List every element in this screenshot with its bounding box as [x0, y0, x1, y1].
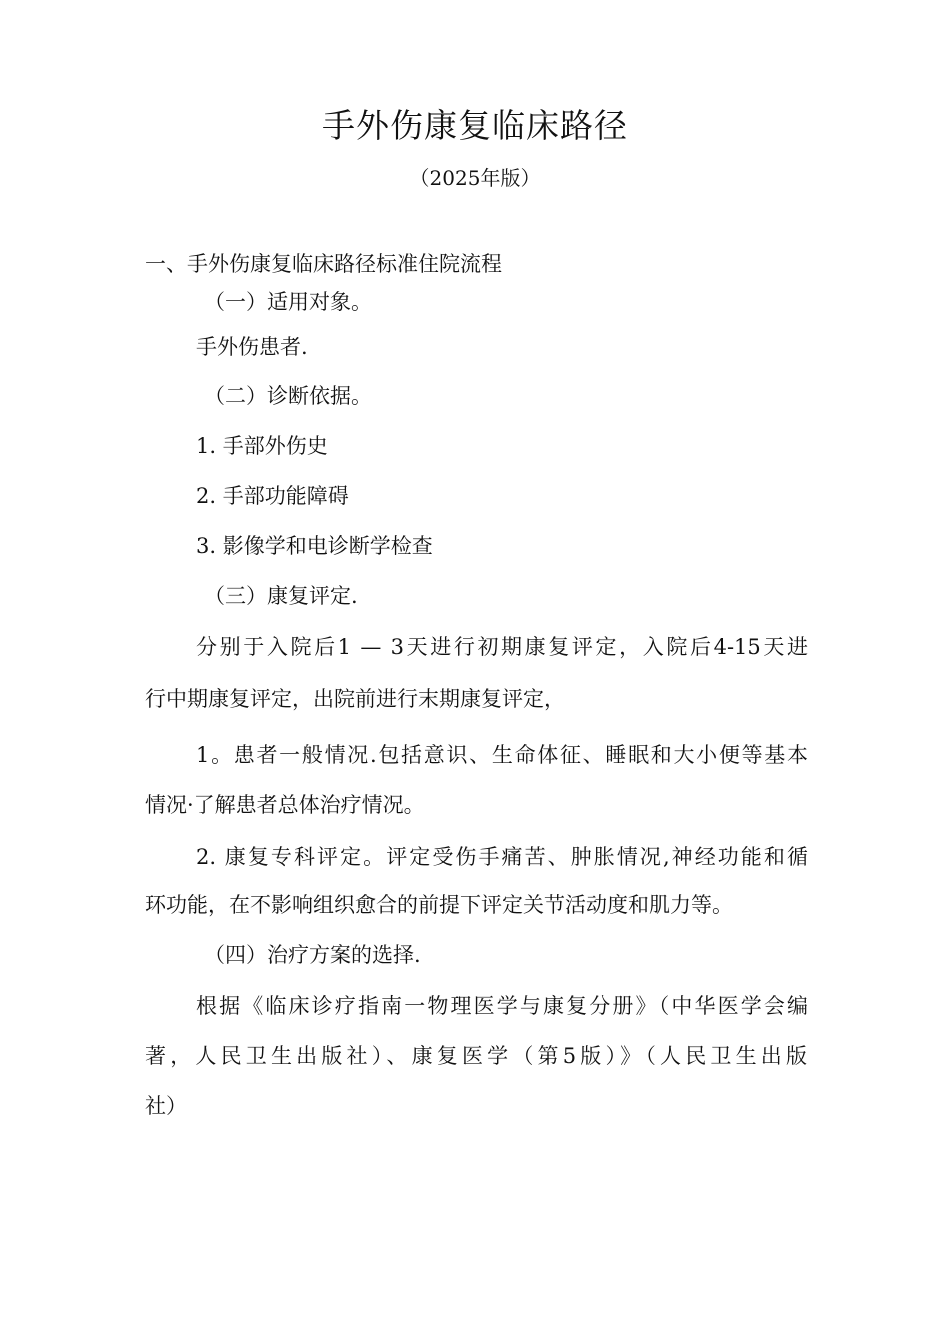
diagnosis-item: 3. 影像学和电诊断学检查 — [196, 534, 433, 558]
document-title: 手外伤康复临床路径 — [322, 106, 628, 145]
diagnosis-item: 2. 手部功能障碍 — [196, 484, 349, 508]
evaluation-intro-line: 行中期康复评定，出院前进行末期康复评定， — [145, 687, 565, 711]
subsection-heading-evaluation: （三）康复评定. — [204, 584, 358, 608]
treatment-line: 根据《临床诊疗指南一物理医学与康复分册》（中华医学会编 — [196, 994, 808, 1018]
evaluation-item-line: 2. 康复专科评定。评定受伤手痛苦、肿胀情况,神经功能和循 — [196, 845, 808, 869]
document-edition: （2025年版） — [409, 166, 541, 190]
section-heading: 一、手外伤康复临床路径标准住院流程 — [145, 252, 502, 276]
subsection-heading-treatment: （四）治疗方案的选择. — [204, 943, 421, 967]
evaluation-intro-line: 分别于入院后1 — 3天进行初期康复评定，入院后4-15天进 — [196, 635, 808, 659]
subsection-heading-applicable: （一）适用对象。 — [204, 290, 372, 314]
evaluation-item-line: 环功能，在不影响组织愈合的前提下评定关节活动度和肌力等。 — [145, 893, 733, 917]
treatment-line: 著，人民卫生出版社）、康复医学（第5版）》（人民卫生出版 — [145, 1044, 807, 1068]
treatment-line: 社） — [145, 1094, 187, 1118]
subsection-heading-diagnosis: （二）诊断依据。 — [204, 384, 372, 408]
diagnosis-item: 1. 手部外伤史 — [196, 434, 328, 458]
evaluation-item-line: 1。患者一般情况.包括意识、生命体征、睡眠和大小便等基本 — [196, 743, 808, 767]
evaluation-item-line: 情况·了解患者总体治疗情况。 — [145, 793, 425, 817]
applicable-text: 手外伤患者. — [196, 335, 308, 359]
